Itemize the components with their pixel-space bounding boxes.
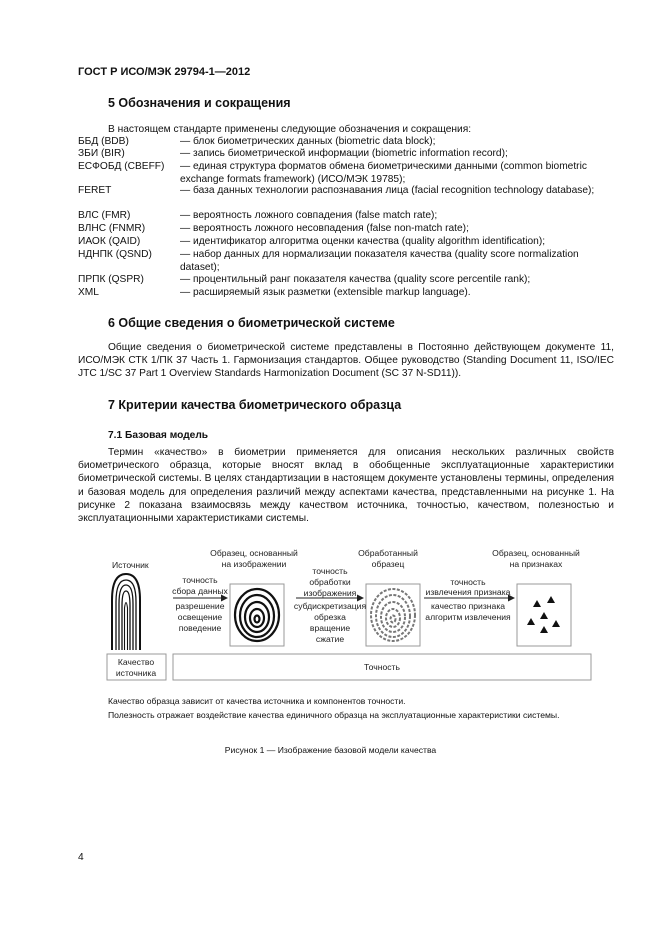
section-6-title: 6 Общие сведения о биометрической системе (108, 316, 395, 330)
abbreviation-term: ИАОК (QAID) (78, 236, 141, 247)
abbreviation-term: ВЛС (FMR) (78, 210, 131, 221)
label-stage3-bottom-2: алгоритм извлечения (425, 612, 511, 622)
label-feature-sample-2: на признаках (509, 559, 563, 569)
abbreviation-definition: — набор данных для нормализации показателя качества (quality score normalization dataset); (180, 249, 579, 273)
page-number: 4 (78, 852, 84, 863)
label-stage2-bottom-1: субдискретизация (293, 601, 367, 611)
label-source-quality-1: Качество (117, 657, 155, 667)
label-stage1-bottom-2: освещение (177, 612, 223, 622)
abbreviation-definition: — блок биометрических данных (biometric data block); (180, 136, 436, 147)
abbreviation-term: FERET (78, 185, 112, 196)
label-stage2-bottom-4: сжатие (315, 634, 345, 644)
abbreviation-term: НДНПК (QSND) (78, 249, 152, 260)
label-stage1-bottom-1: разрешение (175, 601, 225, 611)
label-stage2-bottom-2: обрезка (314, 612, 346, 622)
label-image-sample-1: Образец, основанный (210, 548, 298, 558)
abbreviation-term: ЕСФОБД (CBEFF) (78, 161, 165, 172)
label-stage1-top-2: сбора данных (172, 586, 228, 596)
section-5-intro: В настоящем стандарте применены следующие обозначения и сокращения: (108, 124, 472, 135)
abbreviation-term: ББД (BDB) (78, 136, 129, 147)
abbreviation-definition: — база данных технологии распознавания лица (facial recognition technology database); (180, 185, 595, 196)
label-stage3-bottom-1: качество признака (430, 601, 506, 611)
subsection-7-1-title: 7.1 Базовая модель (108, 430, 209, 441)
label-stage3-top-2: извлечения признака (425, 587, 511, 597)
label-stage1-bottom-3: поведение (178, 623, 222, 633)
section-7-title: 7 Критерии качества биометрического образца (108, 398, 402, 412)
abbreviation-definition: — единая структура форматов обмена биометрическими данными (common biometric exchange formats framework) (ИСО/МЭК 19785); (180, 161, 587, 185)
finger-icon (112, 574, 140, 650)
abbreviation-term: XML (78, 287, 99, 298)
section-7-1-text: Термин «качество» в биометрии применяется для описания нескольких различных свойств биометрического образца, которые вносят вклад в обобщенные эксплуатационные характеристики биометрической системы. В целях стандартизации в настоящем документе установлены термины, определения и базовая модель для определения различий между аспектами качества, представленными на рисунке 1. На рисунке 2 показана взаимосвязь между качеством источника, точностью, качеством, полезностью и эксплуатационными характеристиками системы. (78, 447, 614, 525)
abbreviation-term: ВЛНС (FNMR) (78, 223, 146, 234)
figure-note-2: Полезность отражает воздействие качества единичного образца на эксплуатационные характеристики системы. (108, 710, 560, 720)
label-stage2-top-1: точность (312, 566, 348, 576)
abbreviation-term: ЗБИ (BIR) (78, 148, 125, 159)
label-stage2-bottom-3: вращение (309, 623, 351, 633)
figure-note-1: Качество образца зависит от качества источника и компонентов точности. (108, 696, 406, 706)
label-processed-sample-2: образец (371, 559, 405, 569)
label-source: Источник (112, 560, 149, 570)
document-header: ГОСТ Р ИСО/МЭК 29794-1—2012 (78, 66, 251, 78)
abbreviation-definition: — процентильный ранг показателя качества (quality score percentile rank); (180, 274, 531, 285)
label-stage2-top-2: обработки (309, 577, 351, 587)
label-stage3-top-1: точность (450, 577, 486, 587)
abbreviation-definition: — вероятность ложного несовпадения (false non-match rate); (180, 223, 469, 234)
label-source-quality-2: источника (115, 668, 157, 678)
abbreviation-definition: — вероятность ложного совпадения (false match rate); (180, 210, 438, 221)
figure-caption: Рисунок 1 — Изображение базовой модели качества (224, 745, 437, 755)
abbreviation-definition: — расширяемый язык разметки (extensible markup language). (180, 287, 471, 298)
section-5-title: 5 Обозначения и сокращения (108, 96, 291, 110)
abbreviation-term: ПРПК (QSPR) (78, 274, 144, 285)
abbreviation-definition: — идентификатор алгоритма оценки качества (quality algorithm identification); (180, 236, 546, 247)
abbreviation-definition: — запись биометрической информации (biometric information record); (180, 148, 508, 159)
label-image-sample-2: на изображении (221, 559, 287, 569)
label-accuracy: Точность (364, 662, 400, 672)
section-6-text: Общие сведения о биометрической системе представлены в Постоянно действующем документе 11, ИСО/МЭК СТК 1/ПК 37 Часть 1. Гармонизация стандартов. Общее руководство (Standing Document 11, ISO/IEC JTC 1/SC 37 Part 1 Overview Standards Harmonization Document (SC 37 N-SD11)). (78, 342, 614, 379)
label-processed-sample-1: Обработанный (358, 548, 418, 558)
label-stage1-top-1: точность (182, 575, 218, 585)
label-stage2-top-3: изображения (303, 588, 357, 598)
label-feature-sample-1: Образец, основанный (492, 548, 580, 558)
